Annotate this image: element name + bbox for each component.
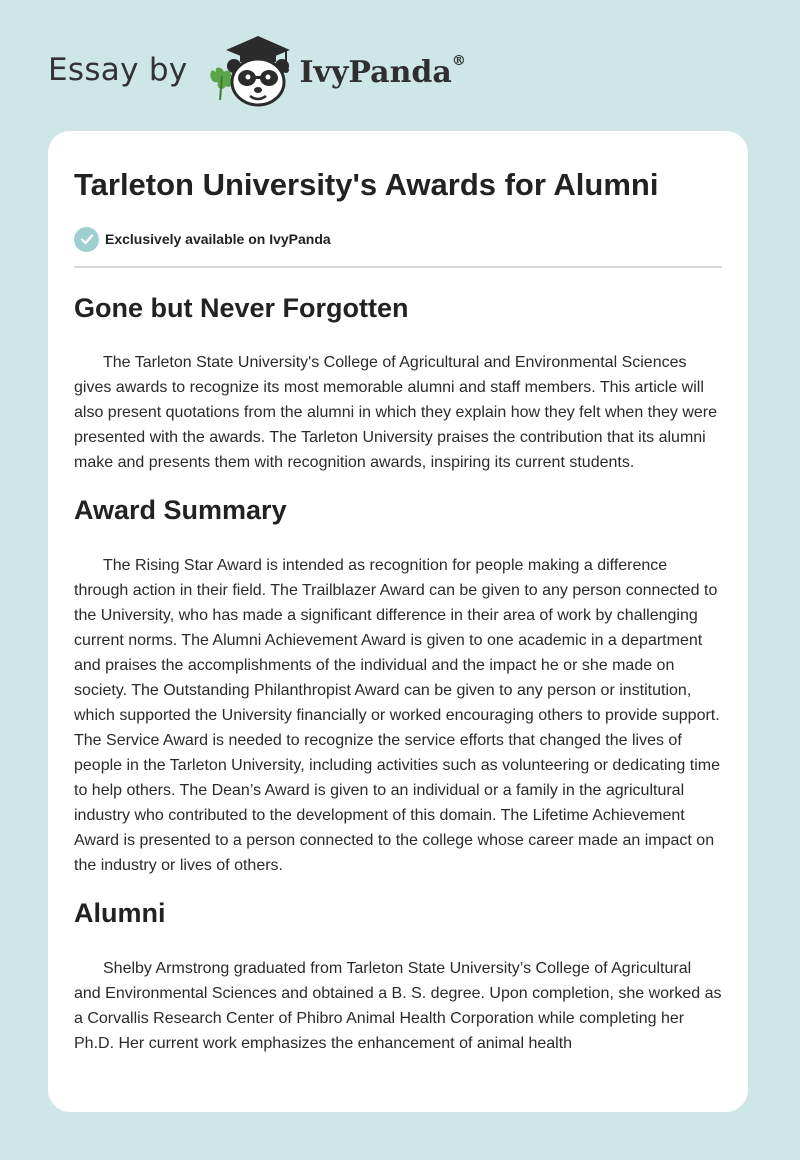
badge-text: Exclusively available on IvyPanda (105, 231, 331, 247)
section-heading: Alumni (74, 898, 166, 928)
brand-name[interactable] (299, 52, 466, 90)
essay-by-label: Essay by (48, 52, 188, 88)
section-heading: Award Summary (74, 495, 287, 525)
check-icon (74, 227, 99, 252)
section-heading: Gone but Never Forgotten (74, 293, 409, 323)
ivypanda-logo-icon[interactable] (206, 30, 296, 110)
section-paragraph: The Rising Star Award is intended as recognition for people making a difference through action in their field. The Trailblazer Award can be given to any person connected to the University, who has made a significant difference in their area of work by challenging current norms. The Alumni Achievement Award is given to one academic in a department and praises the accomplishments of the individual and the impact he or she made on society. The Outstanding Philanthropist Award can be given to any person or institution, which supported the University financially or worked encouraging others to provide support. The Service Award is needed to recognize the service efforts that changed the lives of people in the Tarleton University, including activities such as volunteering or dedicating time to help others. The Dean’s Award is given to an individual or a family in the agricultural industry who contributed to the development of this domain. The Lifetime Achievement Award is presented to a person connected to the college whose career made an impact on the industry or lives of others. (74, 557, 720, 874)
section-paragraph: Shelby Armstrong graduated from Tarleton State University’s College of Agricultural and Environmental Sciences and obtained a B. S. degree. Upon completion, she worked as a Corvallis Research Center of Phibro Animal Health Corporation while completing her Ph.D. Her current work emphasizes the enhancement of animal health (74, 960, 722, 1052)
site-header (48, 30, 466, 110)
essay-card (48, 131, 748, 1112)
brand-text: IvyPanda (299, 54, 452, 90)
exclusive-badge (74, 226, 722, 252)
registered-mark: ® (451, 52, 466, 69)
divider (74, 266, 722, 268)
page-title: Tarleton University's Awards for Alumni (74, 167, 659, 202)
section-paragraph: The Tarleton State University's College of Agricultural and Environmental Sciences gives awards to recognize its most memorable alumni and staff members. This article will also present quotations from the alumni in which they explain how they felt when they were presented with the awards. The Tarleton University praises the contribution that its alumni make and presents them with recognition awards, inspiring its current students. (74, 354, 718, 471)
